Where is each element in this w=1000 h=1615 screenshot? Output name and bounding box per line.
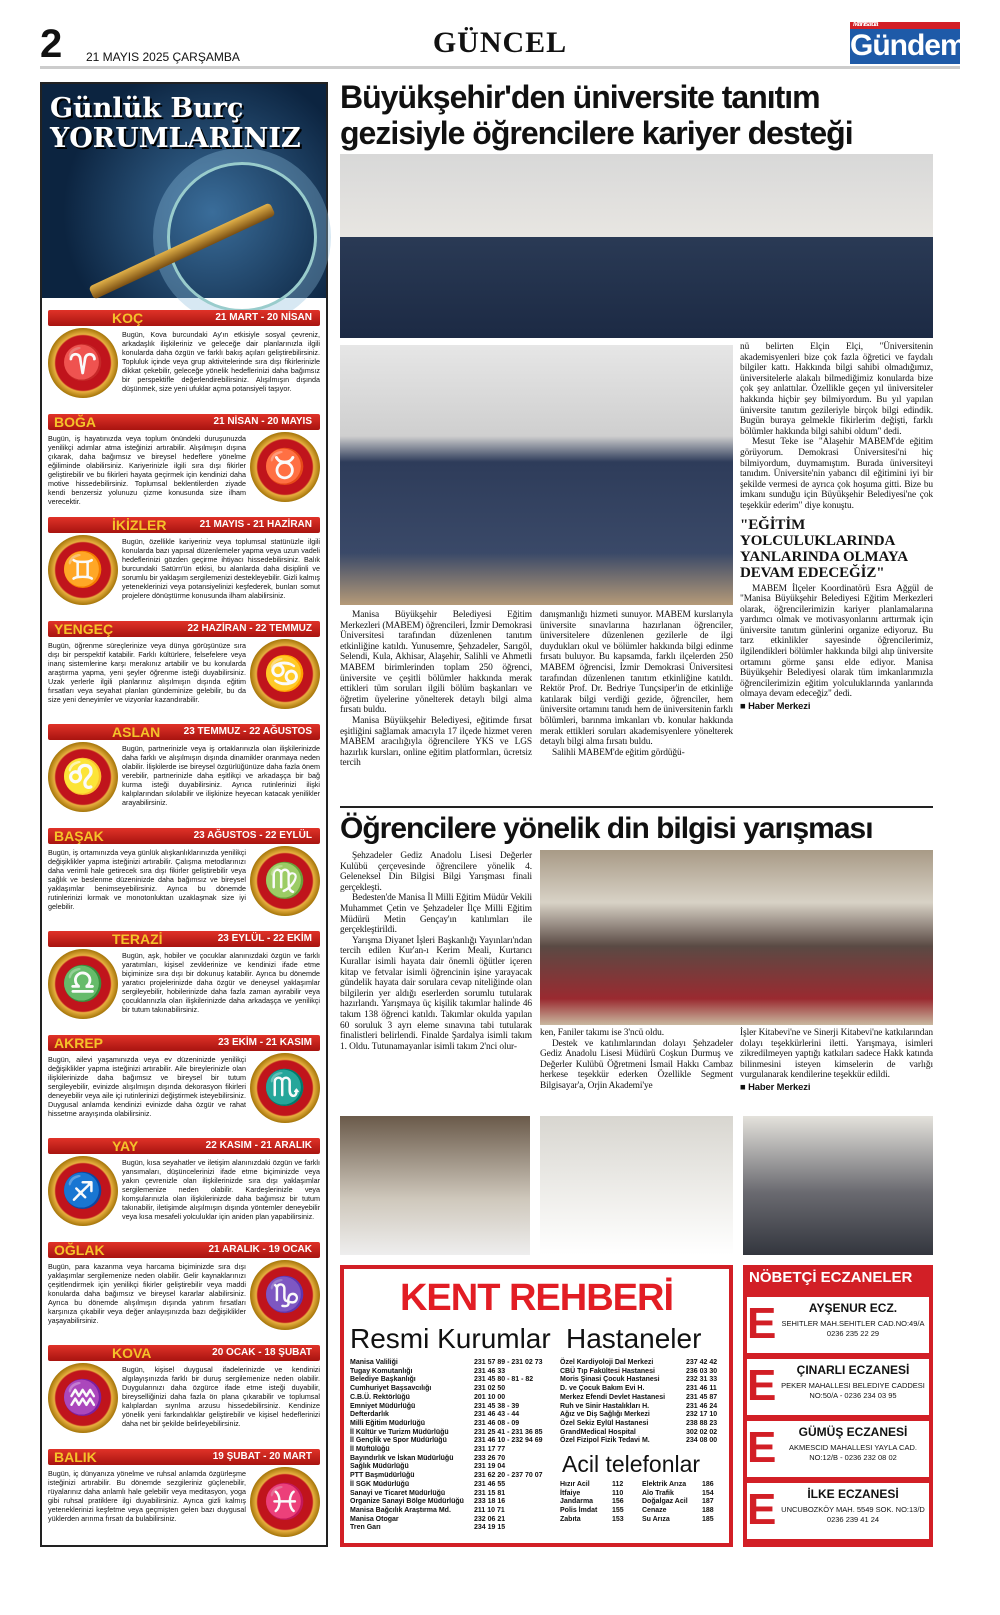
horoscope-title: Günlük Burç <box>50 93 244 124</box>
sign-text: Bugün, iş hayatınızda veya toplum önündeki duruşunuzda yenilikçi adımlar atma isteğinizi artırabilir. Alışılmışın dışına çıkarak, daha bağımsız ve bireysel hedeflere yönelme eğiliminde olabilirsiniz. Kariyerinizle ilgili sıra dışı fikirler geliştirebilir ve bu fikirleri hayata geçirmek için kendinizi daha motive hissedebilirsiniz. Toplumsal beklentilerden ziyade kendi benzersiz yolunuzu çizme konusunda size ilham verecektir. <box>48 433 246 506</box>
sign-text: Bugün, öğrenme süreçlerinize veya dünya görüşünüze sıra dışı bir perspektif katabilir. Farklı kültürlere, felsefelere veya inanç sistemlerine karşı merakınız artabilir ve bu konularda araştırma yapma, yeni şeyler öğrenme isteği duyabilirsiniz. Uzak yerlerle ilgili planlarınız alışılmışın dışında eğitim fırsatları veya seyahat planları gündeminize gelebilir, bu da size yeni deneyimler ve vizyonlar kazandırabilir. <box>48 640 246 704</box>
article2-column-2 <box>540 1028 733 1092</box>
directory-row <box>350 1481 556 1490</box>
directory-row <box>350 1507 556 1516</box>
page-number: 2 <box>40 22 63 66</box>
directory-row <box>350 1524 556 1533</box>
phone-number: 233 26 70 <box>474 1454 506 1462</box>
official-institutions-list <box>350 1359 556 1533</box>
phone-number: 211 10 71 <box>474 1506 505 1514</box>
directory-row <box>560 1385 726 1394</box>
horoscope-banner <box>42 84 326 298</box>
sign-text: Bugün, ailevi yaşamınızda veya ev düzeninizde yenilikçi değişiklikler yapma isteğinizi artırabilir. Aile bireylerinizle olan ilişkilerinizde daha bağımsız ve bireysel bir tutum sergileyebilir, evinizde alışılmışın dışında dekorasyon fikirleri deneyebilir veya aile içi rutinlerinizi değiştirmek isteyebilirsiniz. Duygusal anlamda kendinizi evinizde daha özgür ve rahat hissetme arayışında olabilirsiniz. <box>48 1054 246 1118</box>
entry-name: Milli Eğitim Müdürlüğü <box>350 1419 426 1427</box>
phone-number: 185 <box>702 1515 714 1523</box>
entry-name: Manisa Bağcılık Araştırma Md. <box>350 1506 451 1514</box>
logo-text: Gündem <box>850 29 966 62</box>
sign-text: Bugün, aşk, hobiler ve çocuklar alanınızdaki özgün ve farklı yaratımları, kişisel zevklerinize ve kendinizi ifade etme biçiminize sıra dışı bir dokunuş katabilir. Ayrıca bu dönemde yaratıcı projelerinizde daha özgür ve deneysel yaklaşımlar sergileyebilir, hobilerinizde daha fazla zaman ayırabilir veya çocuklarınızla olan ilişkilerinizde daha arkadaşça ve yenilikçi bir tutum takınabilirsiniz. <box>122 951 320 1014</box>
directory-row <box>350 1359 556 1368</box>
entry-name: Bayındırlık ve İskan Müdürlüğü <box>350 1454 454 1462</box>
horoscope-sign <box>48 931 320 1031</box>
sign-name: TERAZİ <box>112 931 163 947</box>
entry-name: İl Gençlik ve Spor Müdürlüğü <box>350 1437 447 1445</box>
byline: ■ Haber Merkezi <box>740 700 811 712</box>
sign-text: Bugün, özellikle kariyeriniz veya toplumsal statünüzle ilgili konularda bazı yapısal düzenlemeler yapma veya uzun vadeli hedeflerinizi gözden geçirme ihtiyacı hissedebilirsiniz. Balık burcundaki Satürn'ün etkisi, bu alanlarda daha disiplinli ve sorumlu bir yaklaşım sergilemenizi destekleyebilir. Gizli kalmış yeteneklerinizi veya potansiyelinizi keşfederek, bunları somut projelere dönüştürme konusunda ilham alabilirsiniz. <box>122 537 320 600</box>
entry-name: Manisa Otogar <box>350 1515 399 1523</box>
article2-column-1 <box>340 851 532 1052</box>
phone-number: 231 45 80 - 81 - 82 <box>474 1376 534 1384</box>
pharmacy-address: SEHITLER MAH.SEHITLER CAD.NO:49/A <box>781 1319 925 1328</box>
zodiac-symbol-icon: ♉ <box>250 432 320 502</box>
sign-name: AKREP <box>54 1034 104 1051</box>
sign-dates: 21 MART - 20 NİSAN <box>215 312 312 323</box>
sign-text: Bugün, Kova burcundaki Ay'ın etkisiyle sosyal çevreniz, arkadaşlık ilişkileriniz ve geleceğe dair planlarınızla ilgili konularda daha özgün ve farklı bakış açıları geliştirebilirsiniz. Topluluk içinde veya grup aktivitelerinde sıra dışı fikirlerinizle dikkat çekebilir, geleceğe yönelik hedeflerinizi daha bağımsız bir perspektifle değerlendirebilirsiniz. Alışılmışın dışında düşünmek, size yeni ufuklar açma potansiyeli taşıyor. <box>122 330 320 393</box>
pharmacy-e-icon: E <box>747 1299 777 1348</box>
phone-number: 231 45 38 - 39 <box>474 1402 520 1410</box>
zodiac-symbol-icon: ♋ <box>250 639 320 709</box>
entry-name: Cenaze <box>642 1507 667 1515</box>
phone-number: 232 06 21 <box>474 1515 506 1523</box>
entry-name: Su Arıza <box>642 1515 670 1523</box>
entry-name: Elektrik Arıza <box>642 1481 687 1488</box>
pharmacy-card <box>747 1359 929 1415</box>
sign-name: BAŞAK <box>54 827 104 844</box>
paragraph: Şehzadeler Gediz Anadolu Lisesi Değerler Kulübü çerçevesinde öğrencilere yönelik 4. Geleneksel Din Bilgisi Bilgi Yarışması finali gerçekleşti. <box>340 851 532 893</box>
sign-name: KOVA <box>112 1345 152 1361</box>
directory-row <box>560 1437 726 1446</box>
directory-row <box>350 1463 556 1472</box>
pharmacy-name: İLKE ECZANESİ <box>807 1487 899 1501</box>
phone-number: 231 46 10 - 232 94 69 <box>474 1437 543 1445</box>
zodiac-symbol-icon: ♍ <box>250 846 320 916</box>
contestants-photo-2 <box>540 1116 733 1255</box>
phone-number: 153 <box>612 1515 624 1523</box>
sign-name: İKİZLER <box>112 517 167 533</box>
horoscope-subtitle: YORUMLARINIZ <box>50 123 301 154</box>
zodiac-symbol-icon: ♌ <box>48 742 118 812</box>
entry-name: PTT Başmüdürlüğü <box>350 1472 415 1480</box>
city-directory <box>340 1265 733 1547</box>
paragraph: Yarışma Diyanet İşleri Başkanlığı Yayınları'ndan tercih edilen Kur'an-ı Kerim Meali, Kurtarıcı Kurallar isimli hayata dair önemli öğütler içeren kitap ve fetvalar isimli öğrencinin işine yarayacak gündelik hayata dair sorulara cevap niteliğinde olan bilgilerin yer aldığı eserlerden sorumlu tutularak hazırlandı. Yarışmaya üç kişilik takımlar halinde 46 takım 138 öğrenci katıldı. Takımlar okulda yapılan 60 soruluk 3 ayrı eleme sınavına tabi tutularak finalistleri belirlendi. Finalde Şardalya isimli takım 1. Oldu. Tutunamayanlar isimli takım 2'nci olur- <box>340 935 532 1052</box>
directory-row <box>560 1507 726 1516</box>
pharmacy-e-icon: E <box>747 1361 777 1410</box>
directory-row <box>350 1403 556 1412</box>
directory-row <box>560 1516 726 1525</box>
directory-row <box>350 1376 556 1385</box>
directory-row <box>350 1420 556 1429</box>
sign-dates: 23 EYLÜL - 22 EKİM <box>217 933 312 944</box>
entry-name: İl SGK Müdürlüğü <box>350 1480 410 1488</box>
paragraph: Bedesten'de Manisa İl Milli Eğitim Müdür Vekili Muhammet Çetin ve Şehzadeler İlçe Milli Eğitim Müdürü Metin Gençay'ın katılımları ile gerçekleştirildi. <box>340 893 532 936</box>
pharmacy-card <box>747 1297 929 1353</box>
entry-name: Organize Sanayi Bölge Müdürlüğü <box>350 1498 464 1506</box>
article1-column-3 <box>740 342 933 711</box>
directory-row <box>350 1516 556 1525</box>
pharmacy-phone: 0236 235 22 29 <box>826 1329 880 1338</box>
entry-name: İtfaiye <box>560 1489 581 1497</box>
sign-text: Bugün, iç dünyanıza yönelme ve ruhsal anlamda özgürleşme isteğinizi artırabilir. Bu dönemde sezgileriniz güçlenebilir, rüyalarınız daha anlamlı hale gelebilir veya meditasyon, yoga gibi ruhsal pratiklere ilgi duyabilirsiniz. Ayrıca gizli kalmış yeteneklerinizi keşfetme veya geçmişten gelen bazı duygusal yüklerden arınma fırsatı da bulabilirsiniz. <box>48 1468 246 1523</box>
entry-name: Özel Kardiyoloji Dal Merkezi <box>560 1359 654 1366</box>
phone-number: 231 25 41 - 231 36 85 <box>474 1428 543 1436</box>
phone-number: 156 <box>612 1498 624 1506</box>
sign-name: BALIK <box>54 1448 97 1465</box>
article1-subheading: "EĞİTİM YOLCULUKLARINDA YANLARINDA OLMAYA DEVAM EDECEĞİZ" <box>740 516 908 581</box>
entry-name: Merkez Efendi Devlet Hastanesi <box>560 1393 666 1401</box>
pharmacy-address: PEKER MAHALLESI BELEDIYE CADDESI <box>781 1381 925 1390</box>
entry-name: İl Kültür ve Turizm Müdürlüğü <box>350 1428 449 1436</box>
sign-dates: 22 KASIM - 21 ARALIK <box>205 1140 312 1151</box>
sign-name: OĞLAK <box>54 1241 105 1258</box>
sign-name: BOĞA <box>54 413 96 430</box>
article1-column-2 <box>540 610 733 758</box>
duty-pharmacies <box>743 1265 933 1547</box>
zodiac-symbol-icon: ♒ <box>48 1363 118 1433</box>
sign-name: ASLAN <box>112 724 161 740</box>
sign-text: Bugün, para kazanma veya harcama biçiminizde sıra dışı yaklaşımlar sergilemenize neden olabilir. Gelir kaynaklarınızı çeşitlendirmek için yenilikçi fikirler geliştirebilir veya maddi konularda daha bağımsız ve bireysel kararlar alabilirsiniz. Ayrıca bu dönemde alışılmışın dışında yatırım fırsatları karşınıza çıkabilir veya değer anlayışınızda bazı değişiklikler yaşayabilirsiniz. <box>48 1261 246 1325</box>
phone-number: 155 <box>612 1507 624 1515</box>
phone-number: 231 02 50 <box>474 1385 506 1393</box>
phone-number: 231 46 11 <box>686 1385 717 1393</box>
sign-dates: 21 MAYIS - 21 HAZİRAN <box>199 519 312 530</box>
logo-small-text: Manisa'da <box>853 21 878 28</box>
phone-number: 154 <box>702 1489 714 1497</box>
entry-name: Defterdarlık <box>350 1411 389 1419</box>
directory-row <box>350 1498 556 1507</box>
entry-name: Hızır Acil <box>560 1481 590 1488</box>
phone-number: 231 46 08 - 09 <box>474 1419 520 1427</box>
paragraph: MABEM İlçeler Koordinatörü Esra Ağgül de "Manisa Büyükşehir Belediyesi Eğitim Merkezleri olarak, öğrencilerimizin kariyer planlamalarına yardımcı olmak ve motivasyonlarını arttırmak için üniversite tanıtım günlerini organize ediyoruz. Bu tarz etkinlikler sayesinde öğrencilerimiz, ilgilendikleri bölümler hakkında bilgi alıp üniversite ortamını görme şansı elde ediyor. Manisa Büyükşehir Belediyesi olarak tüm imkanlarımızla öğrencilerimizin eğitim yolculuklarında yanlarında olmaya devam edeceğiz" dedi. <box>740 583 933 700</box>
phone-number: 231 62 20 - 237 70 07 <box>474 1472 543 1480</box>
pharmacy-phone: NO:12/B - 0236 232 08 02 <box>809 1453 897 1462</box>
entry-name: Jandarma <box>560 1498 594 1506</box>
phone-number: 231 45 87 <box>686 1393 718 1401</box>
sign-name: YENGEÇ <box>54 620 114 637</box>
emergency-phones-list <box>560 1481 726 1525</box>
header-divider <box>40 66 960 69</box>
directory-row <box>560 1411 726 1420</box>
sign-dates: 23 EKİM - 21 KASIM <box>218 1036 312 1048</box>
phone-number: 232 17 10 <box>686 1411 718 1419</box>
sign-dates: 21 NİSAN - 20 MAYIS <box>213 415 312 427</box>
paragraph: Salihli MABEM'de eğitim gördüğü- <box>552 747 685 758</box>
paragraph: İşler Kitabevi'ne ve Sinerji Kitabevi'ne katkılarından dolayı teşekkürlerini iletti. Yarışmaya, isimleri zikredilmeyen yaptığı katkıları sadece Hakk katında bilinmesini isteyen kimselerin de varlığı vurgulanarak kendilerine teşekkür edildi. <box>740 1028 933 1081</box>
award-ceremony-photo <box>743 1116 933 1255</box>
directory-row <box>350 1455 556 1464</box>
sign-dates: 20 OCAK - 18 ŞUBAT <box>212 1347 312 1358</box>
entry-name: Tren Garı <box>350 1524 381 1532</box>
entry-name: Doğalgaz Acil <box>642 1498 688 1506</box>
horoscope-sign <box>48 828 320 928</box>
entry-name: Manisa Valiliği <box>350 1359 398 1366</box>
entry-name: D. ve Çocuk Bakım Evi H. <box>560 1385 645 1393</box>
phone-number: 231 46 43 - 44 <box>474 1411 520 1419</box>
directory-row <box>560 1498 726 1507</box>
students-audience-photo <box>340 345 733 605</box>
article1-headline-line1: Büyükşehir'den üniversite tanıtım <box>340 79 820 115</box>
entry-name: Tugay Komutanlığı <box>350 1367 413 1375</box>
phone-number: 231 46 24 <box>686 1402 718 1410</box>
horoscope-sign <box>48 414 320 514</box>
sign-text: Bugün, partnerinizle veya iş ortaklarınızla olan ilişkilerinizde daha farklı ve alışılmışın dışında dinamikler oranmaya neden olabilir. İlişkilerde ise bireysel özgürlüğünüze daha fazla önem verebilir, partnerinizle daha eşitlikçi ve arkadaşça bir bağ kurma isteği duyabilirsiniz. Ayrıca rutinlerinizi ilişki kalıplarından sıkılabilir ve ilişkinize heyecan katacak yenilikler arayabilirsiniz. <box>122 744 320 807</box>
entry-name: GrandMedical Hospital <box>560 1428 636 1436</box>
zodiac-symbol-icon: ♈ <box>48 328 118 398</box>
sign-dates: 21 ARALIK - 19 OCAK <box>208 1243 312 1255</box>
pharmacy-name: GÜMÜŞ ECZANESİ <box>798 1425 908 1439</box>
zodiac-symbol-icon: ♓ <box>250 1467 320 1537</box>
directory-row <box>560 1368 726 1377</box>
phone-number: 302 02 02 <box>686 1428 718 1436</box>
directory-row <box>350 1411 556 1420</box>
entry-name: Polis İmdat <box>560 1507 598 1515</box>
sign-name: KOÇ <box>112 310 144 326</box>
phone-number: 236 03 30 <box>686 1367 718 1375</box>
horoscope-sign <box>48 1035 320 1135</box>
article2-headline: Öğrencilere yönelik din bilgisi yarışması <box>340 812 873 845</box>
entry-name: Cumhuriyet Başsavcılığı <box>350 1385 432 1393</box>
horoscope-sign <box>48 621 320 721</box>
phone-number: 186 <box>702 1481 714 1488</box>
phone-number: 237 42 42 <box>686 1359 718 1366</box>
pharmacy-name: AYŞENUR ECZ. <box>808 1301 898 1315</box>
directory-row <box>350 1472 556 1481</box>
phone-number: 231 15 81 <box>474 1489 506 1497</box>
directory-row <box>560 1394 726 1403</box>
article1-column-1 <box>340 610 532 769</box>
pharmacy-name: ÇINARLI ECZANESİ <box>796 1363 910 1377</box>
entry-name: CBÜ Tıp Fakültesi Hastanesi <box>560 1367 655 1375</box>
zodiac-symbol-icon: ♐ <box>48 1156 118 1226</box>
pharmacy-card <box>747 1421 929 1477</box>
emergency-phones-heading: Acil telefonlar <box>562 1451 701 1477</box>
directory-row <box>350 1385 556 1394</box>
sign-text: Bugün, kısa seyahatler ve iletişim alanınızdaki özgün ve farklı yansımaları, düşüncelerinizi ifade etme biçiminizde veya yakın çevrenizle olan ilişkilerinizde sıra dışı yaklaşımlar sergilemenize neden olabilir. Kardeşlerinizle veya komşularınızla olan ilişkilerinizde daha bağımsız bir tutum takınabilir, iletişimde alışılmışın dışında yöntemler deneyebilir veya kısa mesafeli yolculuklar için aniden plan yapabilirsiniz. <box>122 1158 320 1221</box>
entry-name: Emniyet Müdürlüğü <box>350 1402 416 1410</box>
pharmacy-card <box>747 1483 929 1539</box>
horoscope-sign <box>48 517 320 617</box>
directory-row <box>560 1490 726 1499</box>
article1-headline-line2: gezisiyle öğrencilere kariyer desteği <box>340 115 853 151</box>
horoscope-sign <box>48 1138 320 1238</box>
issue-date: 21 MAYIS 2025 ÇARŞAMBA <box>86 50 240 64</box>
zodiac-symbol-icon: ♑ <box>250 1260 320 1330</box>
directory-row <box>560 1403 726 1412</box>
horoscope-sign <box>48 1242 320 1342</box>
directory-row <box>350 1368 556 1377</box>
directory-row <box>350 1446 556 1455</box>
hospitals-list <box>560 1359 726 1446</box>
entry-name: Özel Sekiz Eylül Hastanesi <box>560 1419 649 1427</box>
phone-number: 112 <box>612 1481 624 1488</box>
directory-row <box>350 1394 556 1403</box>
entry-name: Zabıta <box>560 1515 581 1523</box>
phone-number: 231 46 55 <box>474 1480 506 1488</box>
paragraph: nü belirten Elçin Elçi, "Üniversitenin akademisyenleri bize çok fazla öğretici ve faydalı bilgiler kattı. Hakkında bilgi sahibi olmadığımız, üniversitelerle alakalı bilmediğimiz konularda bize çok şey anlattılar. Özellikle geçen yıl üniversiteler hakkında hiçbir şey bilmiyordum. Bu yıl yapılan üniversite tanıtım gezileriyle birçok bilgi edindik. Bugün buraya gelmekle fikirlerim değişti, farklı bölümler hakkında bilgi sahibi oldum" dedi. <box>740 342 933 437</box>
phone-number: 232 31 33 <box>686 1376 718 1384</box>
phone-number: 231 17 77 <box>474 1446 506 1454</box>
phone-number: 234 08 00 <box>686 1437 718 1445</box>
entry-name: İl Müftülüğü <box>350 1446 390 1454</box>
pharmacy-phone: NO:50/A - 0236 234 03 95 <box>809 1391 897 1400</box>
pharmacy-address: UNCUBOZKÖY MAH. 5549 SOK. NO:13/D <box>781 1505 925 1514</box>
phone-number: 238 88 23 <box>686 1419 718 1427</box>
pharmacy-e-icon: E <box>747 1485 777 1534</box>
entry-name: Sağlık Müdürlüğü <box>350 1463 409 1471</box>
directory-row <box>560 1359 726 1368</box>
phone-number: 110 <box>612 1489 624 1497</box>
sign-text: Bugün, iş ortamınızda veya günlük alışkanlıklarınızda yenilikçi değişiklikler yapma isteğinizi artırabilir. Çalışma metodlarınızı daha verimli hale getirecek sıra dışı fikirler geliştirebilir veya sağlık ve beslenme düzeninizde daha bağımsız ve bireysel yaklaşımlar benimseyebilirsiniz. Ayrıca bu dönemde rutinlerinizi kırmak ve monotonluktan uzaklaşmak size iyi gelebilir. <box>48 847 246 911</box>
phone-number: 201 10 00 <box>474 1393 506 1401</box>
paragraph: Mesut Teke ise "Alaşehir MABEM'de eğitim görüyorum. Demokrasi Üniversitesi'ni hiç bilmiyordum, duymamıştım. Burada üniversiteyi tanıdım. Üniversite'nin yabancı dil eğitimini iyi bir şekilde vermesi de ayrıca çok hoşuma gitti. Bize bu imkanı sunduğu için Büyükşehir Belediyesi'ne çok teşekkür ederim" diye konuştu. <box>740 437 933 511</box>
paragraph: Destek ve katılımlarından dolayı Şehzadeler Gediz Anadolu Lisesi Müdürü Coşkun Durmuş ve Değerler Kulübü Öğretmeni İsmail Hakkı Cambaz herkese teşekkür ederken Özellikle Segment Bilgisayar'a, Orjin Akademi'ye <box>540 1038 733 1091</box>
entry-name: C.B.Ü. Rektörlüğü <box>350 1393 410 1401</box>
directory-row <box>560 1420 726 1429</box>
entry-name: Ruh ve Sinir Hastalıkları H. <box>560 1402 650 1410</box>
zodiac-wheel-icon <box>167 162 317 312</box>
paragraph: Manisa Büyükşehir Belediyesi, eğitimde fırsat eşitliğini sağlamak amacıyla 17 ilçede hizmet veren MABEM aracılığıyla öğrencilere YKS ve LGS hazırlık kursları, online eğitim platformları, ücretsiz tercih <box>340 715 532 769</box>
horoscope-sign <box>48 1345 320 1445</box>
city-directory-title: KENT REHBERİ <box>399 1277 674 1319</box>
contestants-photo-1 <box>340 1116 530 1255</box>
paragraph: Manisa Büyükşehir Belediyesi Eğitim Merkezleri (MABEM) öğrencileri, İzmir Demokrasi Üniversitesi tarafından düzenlenen tanıtım etkinliğine katıldı. Yunusemre, Şehzadeler, Sarıgöl, Selendi, Kula, Akhisar, Alaşehir, Salihli ve Ahmetli MABEM birimlerinden toplam 250 öğrenci, üniversite ve çeşitli bölümler hakkında merak ettikleri tüm soruları ilgili bölüm başkanları ve öğretim üyelerine yönelterek detaylı bilgi alma fırsatı buldu. <box>340 610 532 716</box>
official-institutions-heading: Resmi Kurumlar <box>350 1323 551 1354</box>
horoscope-sign <box>48 724 320 824</box>
phone-number: 231 57 89 - 231 02 73 <box>474 1359 543 1366</box>
sign-dates: 23 AĞUSTOS - 22 EYLÜL <box>193 829 312 841</box>
section-title: GÜNCEL <box>432 26 568 59</box>
phone-number: 233 18 16 <box>474 1498 506 1506</box>
article-divider <box>340 806 933 808</box>
directory-row <box>350 1437 556 1446</box>
paragraph: danışmanlığı hizmeti sunuyor. MABEM kurslarıyla üniversite sınavlarına hazırlanan öğrenciler, üniversitelere düzenlenen gezilerle de ilgi duydukları okul ve bölümler hakkında bilgi edinme fırsatı buluyor. Bu kapsamda, farklı ilçelerden 250 MABEM öğrencisi, İzmir Demokrasi Üniversitesi tarafından düzenlenen tanıtım etkinliğine katıldı. Rektör Prof. Dr. Bedriye Tunçsiper'in de etkinliğe katılarak bilgi verdiği gezide, öğrenciler, hem üniversite ortamını tanıdı hem de üniversitenin farklı bölümleri, barınma imkanları vb. konular hakkında merak ettikleri soruları akademisyenlere yönelterek detaylı bilgi alma fırsatı buldu. <box>540 610 733 748</box>
phone-number: 231 46 33 <box>474 1367 506 1375</box>
directory-row <box>560 1481 726 1490</box>
phone-number: 231 19 04 <box>474 1463 506 1471</box>
sign-dates: 23 TEMMUZ - 22 AĞUSTOS <box>183 726 312 737</box>
sign-dates: 19 ŞUBAT - 20 MART <box>212 1450 312 1462</box>
duty-pharmacies-title: NÖBETÇİ ECZANELER <box>749 1269 913 1286</box>
phone-number: 234 19 15 <box>474 1524 506 1532</box>
zodiac-symbol-icon: ♏ <box>250 1053 320 1123</box>
entry-name: Moris Şinasi Çocuk Hastanesi <box>560 1376 660 1384</box>
pharmacy-e-icon: E <box>747 1423 777 1472</box>
sign-dates: 22 HAZİRAN - 22 TEMMUZ <box>187 622 312 634</box>
zodiac-symbol-icon: ♎ <box>48 949 118 1019</box>
pharmacy-address: AKMESCID MAHALLESI YAYLA CAD. <box>789 1443 917 1452</box>
phone-number: 188 <box>702 1507 714 1515</box>
paragraph: ken, Faniler takımı ise 3'ncü oldu. <box>540 1028 664 1038</box>
directory-row <box>350 1490 556 1499</box>
sign-text: Bugün, kişisel duygusal ifadelerinizde ve kendinizi algılayışınızda farklı bir duruş sergilemenize neden olabilir. Duygularınızı daha özgürce ifade etme isteği duyabilir, bireyselliğinizi daha fazla ön plana çıkarabilir ve toplumsal kalıplardan sıyrılma arzusu hissedebilirsiniz. Kendinize yönelik yeni farkındalıklar geliştirebilir ve kişisel hedeflerinizi daha net bir şekilde belirleyebilirsiniz. <box>122 1365 320 1428</box>
competition-group-photo <box>540 850 933 1025</box>
article2-column-3 <box>740 1028 933 1092</box>
directory-row <box>560 1376 726 1385</box>
entry-name: Ağız ve Diş Sağlığı Merkezi <box>560 1411 650 1419</box>
phone-number: 187 <box>702 1498 714 1506</box>
zodiac-symbol-icon: ♊ <box>48 535 118 605</box>
newspaper-logo <box>850 21 966 64</box>
sign-name: YAY <box>112 1138 139 1154</box>
panel-photo <box>340 154 933 338</box>
pharmacy-phone: 0236 239 41 24 <box>826 1515 880 1524</box>
entry-name: Özel Fizipol Fizik Tedavi M. <box>560 1437 650 1445</box>
byline: ■ Haber Merkezi <box>740 1080 811 1092</box>
entry-name: Alo Trafik <box>642 1489 674 1497</box>
hospitals-heading: Hastaneler <box>566 1323 702 1354</box>
horoscope-sign <box>48 1449 320 1549</box>
entry-name: Belediye Başkanlığı <box>350 1376 416 1384</box>
entry-name: Sanayi ve Ticaret Müdürlüğü <box>350 1489 446 1497</box>
horoscope-sign <box>48 310 320 410</box>
